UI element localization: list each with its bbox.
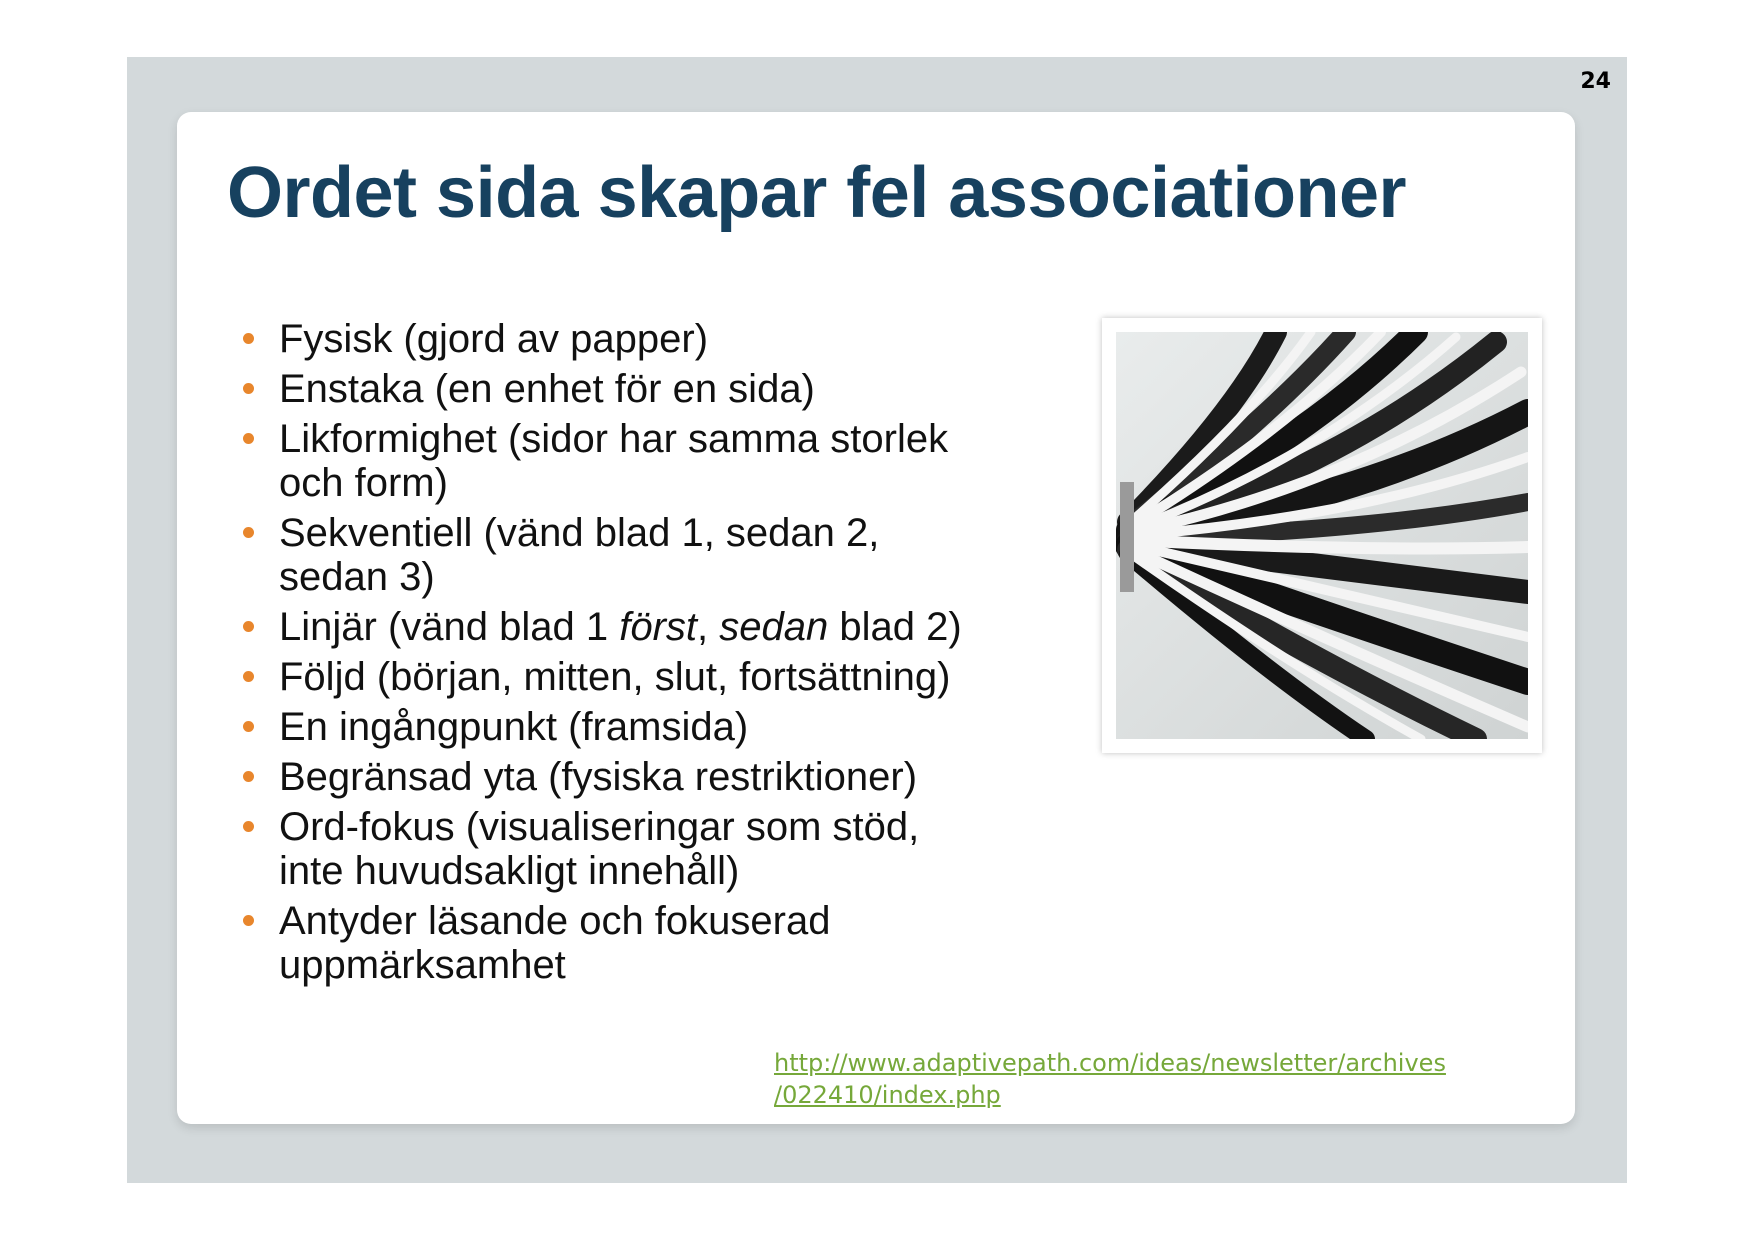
page-frame bbox=[127, 57, 1627, 1183]
bullet-text: Likformighet (sidor har samma storlek bbox=[279, 417, 949, 461]
link-line[interactable]: /022410/index.php bbox=[774, 1081, 1001, 1109]
bullet-text: Följd (början, mitten, slut, fortsättning) bbox=[279, 655, 951, 699]
bullet-text: och form) bbox=[279, 461, 448, 505]
page-number: 24 bbox=[1580, 69, 1611, 94]
bullet-text: Sekventiell (vänd blad 1, sedan 2, bbox=[279, 511, 880, 555]
bullet-item bbox=[239, 317, 1119, 361]
bullet-text: Begränsad yta (fysiska restriktioner) bbox=[279, 755, 918, 799]
bullet-text: Antyder läsande och fokuserad bbox=[279, 899, 831, 943]
bullet-emphasis: först bbox=[619, 605, 698, 649]
bullet-item bbox=[239, 805, 1119, 893]
bullet-text: En ingångpunkt (framsida) bbox=[279, 705, 749, 749]
bullet-item bbox=[239, 655, 1119, 699]
source-link[interactable] bbox=[774, 1047, 1446, 1111]
bullet-item bbox=[239, 417, 1119, 505]
bullet-text: uppmärksamhet bbox=[279, 943, 566, 987]
bullet-text: blad 2) bbox=[828, 605, 962, 649]
link-line[interactable]: http://www.adaptivepath.com/ideas/newsletter/archives bbox=[774, 1049, 1446, 1077]
bullet-item bbox=[239, 755, 1119, 799]
bullet-text: Ord-fokus (visualiseringar som stöd, bbox=[279, 805, 920, 849]
open-book-pages-photo-icon bbox=[1116, 332, 1528, 739]
bullet-item bbox=[239, 511, 1119, 599]
bullet-item bbox=[239, 899, 1119, 987]
bullet-text: Enstaka (en enhet för en sida) bbox=[279, 367, 815, 411]
bullet-text: sedan 3) bbox=[279, 555, 435, 599]
bullet-item bbox=[239, 367, 1119, 411]
slide bbox=[177, 112, 1575, 1124]
bullet-text: , bbox=[697, 605, 720, 649]
bullet-item bbox=[239, 605, 1119, 649]
book-photo bbox=[1102, 318, 1542, 753]
bullet-text: inte huvudsakligt innehåll) bbox=[279, 849, 740, 893]
bullet-text: Linjär (vänd blad 1 bbox=[279, 605, 620, 649]
slide-title: Ordet sida skapar fel associationer bbox=[227, 153, 1407, 233]
bullet-list bbox=[239, 317, 1119, 993]
bullet-item bbox=[239, 705, 1119, 749]
bullet-text: Fysisk (gjord av papper) bbox=[279, 317, 709, 361]
bullet-emphasis: sedan bbox=[719, 605, 829, 649]
